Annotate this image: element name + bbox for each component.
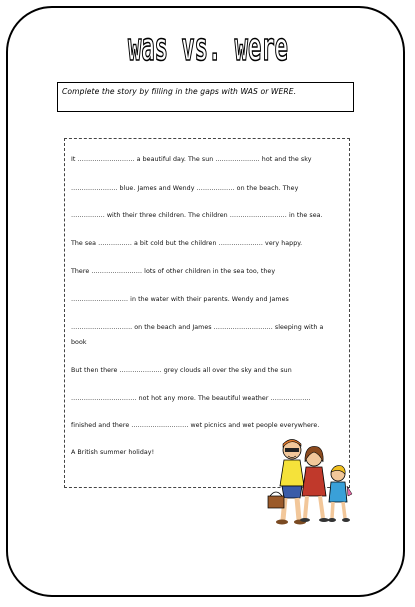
title-lettering xyxy=(123,22,293,68)
story-line: ……………………….. on the beach and James ………………………. sleeping with a xyxy=(71,324,324,331)
title-text: was vs. were xyxy=(127,25,288,69)
story-line: ……………. with their three children. The children ……………………… in the sea. xyxy=(71,212,323,219)
story-line: The sea ……………. a bit cold but the children ………………… very happy. xyxy=(71,240,303,247)
page-title xyxy=(0,22,415,68)
story-line: There …………………… lots of other children in the sea too, they xyxy=(71,268,276,275)
story-line: …………………………. not hot any more. The beautiful weather ………………. xyxy=(71,395,311,402)
story-line: ……………………… in the water with their parents. Wendy and James xyxy=(71,296,289,303)
story-line: book xyxy=(71,339,87,346)
story-line: It ……………………… a beautiful day. The sun ………………… hot and the sky xyxy=(71,156,312,163)
story-line: A British summer holiday! xyxy=(71,449,155,456)
family-beach-clipart xyxy=(266,436,356,526)
story-line: But then there ……………….. grey clouds all over the sky and the sun xyxy=(71,367,292,374)
instruction-text: Complete the story by filling in the gaps with WAS or WERE. xyxy=(62,87,297,96)
story-line: …………………. blue. James and Wendy ……………… on the beach. They xyxy=(71,185,299,192)
instruction-box xyxy=(57,82,354,112)
story-line: finished and there ……………………… wet picnics and wet people everywhere. xyxy=(71,422,320,429)
